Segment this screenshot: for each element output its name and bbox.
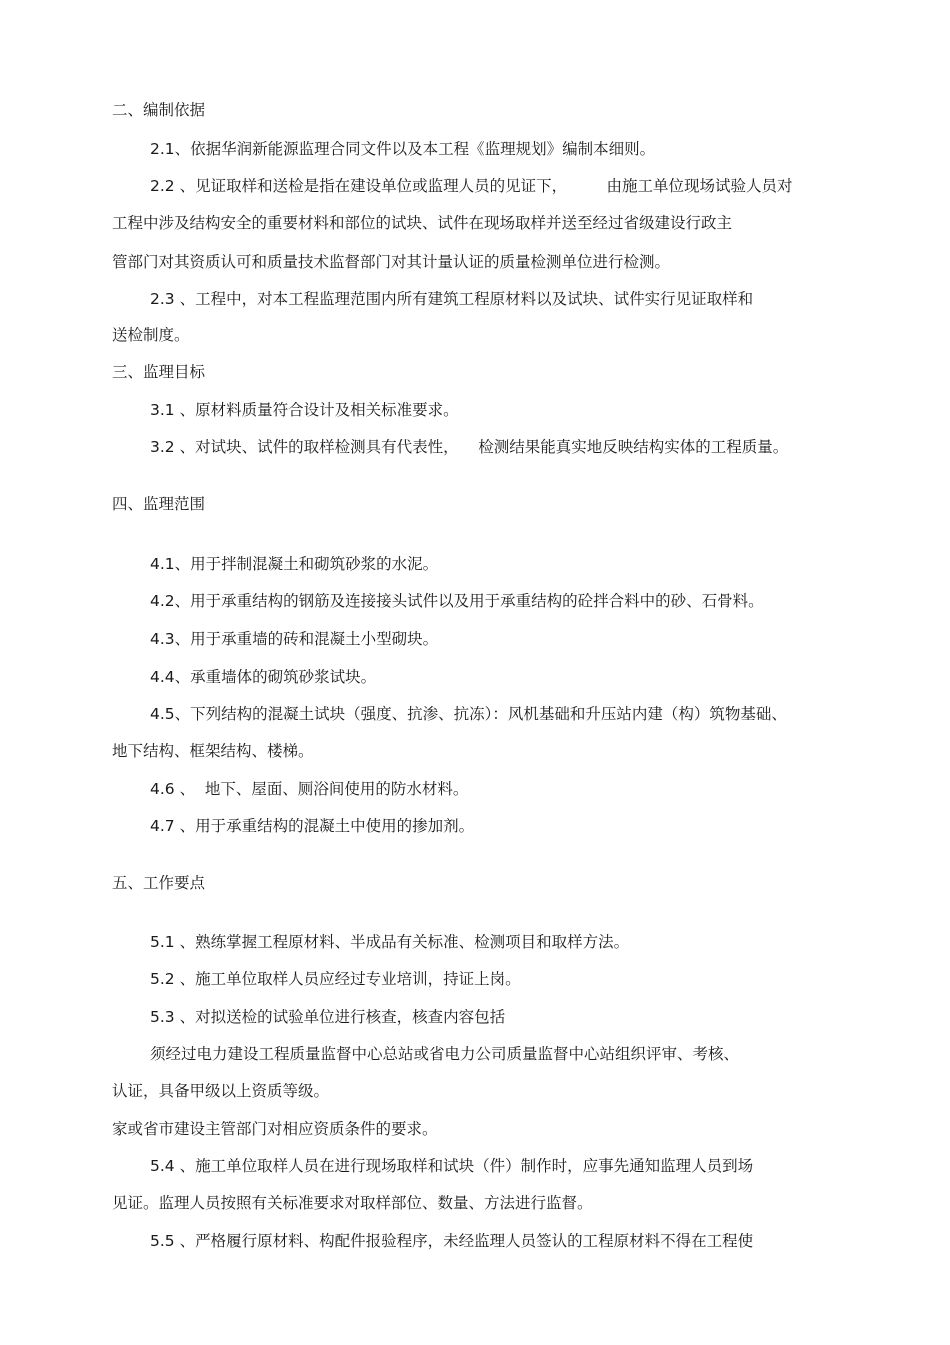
paragraph-5-3-item-1: 须经过电力建设工程质量监督中心总站或省电力公司质量监督中心站组织评审、考核、 xyxy=(150,1045,740,1063)
paragraph-5-3: 5.3 、对拟送检的试验单位进行核查，核查内容包括 xyxy=(150,1008,506,1026)
paragraph-3-2: 3.2 、对试块、试件的取样检测具有代表性， 检测结果能真实地反映结构实体的工程质量。 xyxy=(150,438,789,456)
paragraph-2-1: 2.1、依据华润新能源监理合同文件以及本工程《监理规划》编制本细则。 xyxy=(150,140,656,158)
paragraph-2-2-cont-2: 管部门对其资质认可和质量技术监督部门对其计量认证的质量检测单位进行检测。 xyxy=(112,253,671,271)
paragraph-5-3-item-1-cont: 认证，具备甲级以上资质等级。 xyxy=(112,1082,330,1100)
paragraph-5-4-cont: 见证。监理人员按照有关标准要求对取样部位、数量、方法进行监督。 xyxy=(112,1194,593,1212)
paragraph-4-6: 4.6 、 地下、屋面、厕浴间使用的防水材料。 xyxy=(150,780,469,798)
paragraph-2-2: 2.2 、见证取样和送检是指在建设单位或监理人员的见证下， 由施工单位现场试验人员对 xyxy=(150,177,793,195)
paragraph-4-1: 4.1、用于拌制混凝土和砌筑砂浆的水泥。 xyxy=(150,555,439,573)
paragraph-5-2: 5.2 、施工单位取样人员应经过专业培训，持证上岗。 xyxy=(150,970,521,988)
section-heading-2: 二、编制依据 xyxy=(112,101,206,119)
paragraph-3-1: 3.1 、原材料质量符合设计及相关标准要求。 xyxy=(150,401,459,419)
paragraph-2-3: 2.3 、工程中，对本工程监理范围内所有建筑工程原材料以及试块、试件实行见证取样和 xyxy=(150,290,754,308)
section-heading-3: 三、监理目标 xyxy=(112,363,206,381)
paragraph-2-2-cont-1: 工程中涉及结构安全的重要材料和部位的试块、试件在现场取样并送至经过省级建设行政主 xyxy=(112,214,733,232)
paragraph-4-3: 4.3、用于承重墙的砖和混凝土小型砌块。 xyxy=(150,630,439,648)
paragraph-4-5-cont: 地下结构、框架结构、楼梯。 xyxy=(112,742,314,760)
paragraph-4-7: 4.7 、用于承重结构的混凝土中使用的掺加剂。 xyxy=(150,817,475,835)
paragraph-5-3-item-2: 家或省市建设主管部门对相应资质条件的要求。 xyxy=(112,1120,438,1138)
paragraph-2-3-cont: 送检制度。 xyxy=(112,326,190,344)
paragraph-4-2: 4.2、用于承重结构的钢筋及连接接头试件以及用于承重结构的砼拌合料中的砂、石骨料。 xyxy=(150,592,764,610)
paragraph-4-4: 4.4、承重墙体的砌筑砂浆试块。 xyxy=(150,668,377,686)
section-heading-4: 四、监理范围 xyxy=(112,495,206,513)
paragraph-5-1: 5.1 、熟练掌握工程原材料、半成品有关标准、检测项目和取样方法。 xyxy=(150,933,630,951)
paragraph-5-4: 5.4 、施工单位取样人员在进行现场取样和试块（件）制作时，应事先通知监理人员到场 xyxy=(150,1157,754,1175)
paragraph-4-5: 4.5、下列结构的混凝土试块（强度、抗渗、抗冻）：风机基础和升压站内建（构）筑物基础、 xyxy=(150,705,787,723)
paragraph-5-5: 5.5 、严格履行原材料、构配件报验程序，未经监理人员签认的工程原材料不得在工程使 xyxy=(150,1232,754,1250)
section-heading-5: 五、工作要点 xyxy=(112,874,206,892)
